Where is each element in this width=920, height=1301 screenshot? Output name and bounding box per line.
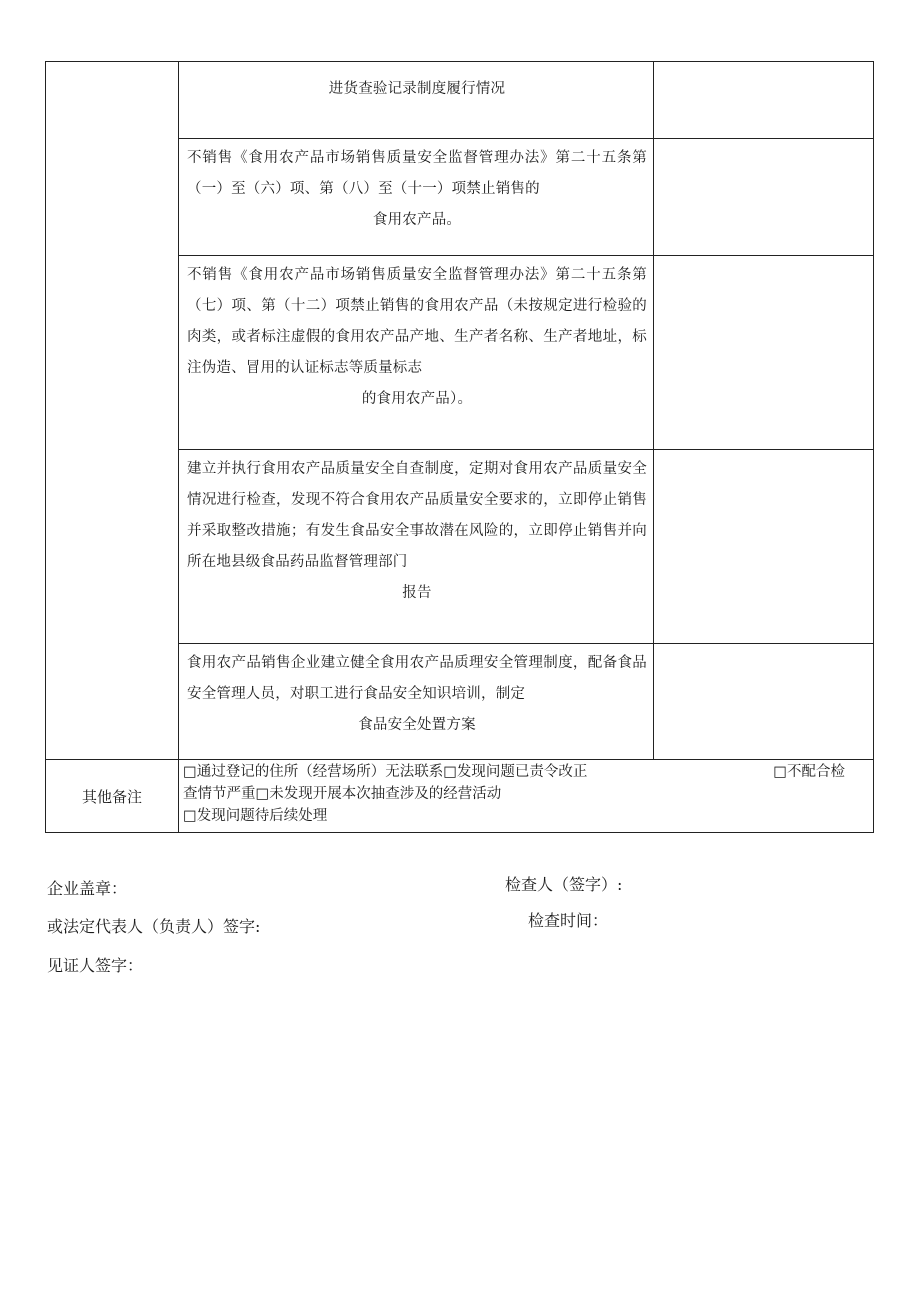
item-text-last-line: 的食用农产品）。 <box>361 391 473 407</box>
result-cell[interactable] <box>654 62 874 139</box>
item-text: 进货查验记录制度履行情况 <box>328 81 506 97</box>
result-cell[interactable] <box>654 139 874 256</box>
item-cell <box>179 62 654 139</box>
item-cell <box>179 644 654 760</box>
result-cell[interactable] <box>654 256 874 450</box>
inspection-table <box>45 61 874 833</box>
inspector-signature-label: 检查人（签字）: <box>505 875 623 894</box>
remark-option-line[interactable]: □通过登记的住所（经营场所）无法联系□发现问题已责令改正 <box>183 764 588 780</box>
remark-row <box>46 760 874 833</box>
item-text: 不销售《食用农产品市场销售质量安全监督管理办法》第二十五条第（一）至（六）项、第（八）至（十一）项禁止销售的 <box>187 150 647 197</box>
category-cell <box>46 62 179 760</box>
item-cell <box>179 139 654 256</box>
item-text: 建立并执行食用农产品质量安全自查制度，定期对食用农产品质量安全情况进行检查，发现不符合食用农产品质量安全要求的，立即停止销售并采取整改措施；有发生食品安全事故潜在风险的，立即停止销售并向所在地县级食品药品监督管理部门 <box>187 461 647 570</box>
remark-option-uncooperative[interactable]: □不配合检 <box>773 764 845 780</box>
company-seal-label: 企业盖章： <box>47 879 128 898</box>
item-text-last-line: 食用农产品。 <box>372 212 462 228</box>
remark-option-pending[interactable]: □发现问题待后续处理 <box>183 808 328 824</box>
remark-option-line[interactable]: 查情节严重□未发现开展本次抽查涉及的经营活动 <box>183 786 502 802</box>
result-cell[interactable] <box>654 644 874 760</box>
witness-signature-label: 见证人签字： <box>47 956 144 975</box>
item-cell <box>179 450 654 644</box>
table-row <box>46 62 874 139</box>
legal-representative-signature-label: 或法定代表人（负责人）签字: <box>47 917 261 936</box>
result-cell[interactable] <box>654 450 874 644</box>
inspection-table-section <box>45 61 874 833</box>
item-text: 食用农产品销售企业建立健全食用农产品质理安全管理制度，配备食品安全管理人员，对职工进行食品安全知识培训，制定 <box>187 655 647 702</box>
item-cell <box>179 256 654 450</box>
item-text-last-line: 食品安全处置方案 <box>358 717 476 733</box>
remark-label: 其他备注 <box>46 760 179 833</box>
item-text-last-line: 报告 <box>402 585 432 601</box>
remark-options-cell <box>179 760 874 833</box>
inspection-time-label: 检查时间： <box>528 911 609 930</box>
item-text: 不销售《食用农产品市场销售质量安全监督管理办法》第二十五条第（七）项、第（十二）项禁止销售的食用农产品（未按规定进行检验的肉类，或者标注虚假的食用农产品产地、生产者名称、生产者地址，标注伪造、冒用的认证标志等质量标志 <box>187 267 647 376</box>
